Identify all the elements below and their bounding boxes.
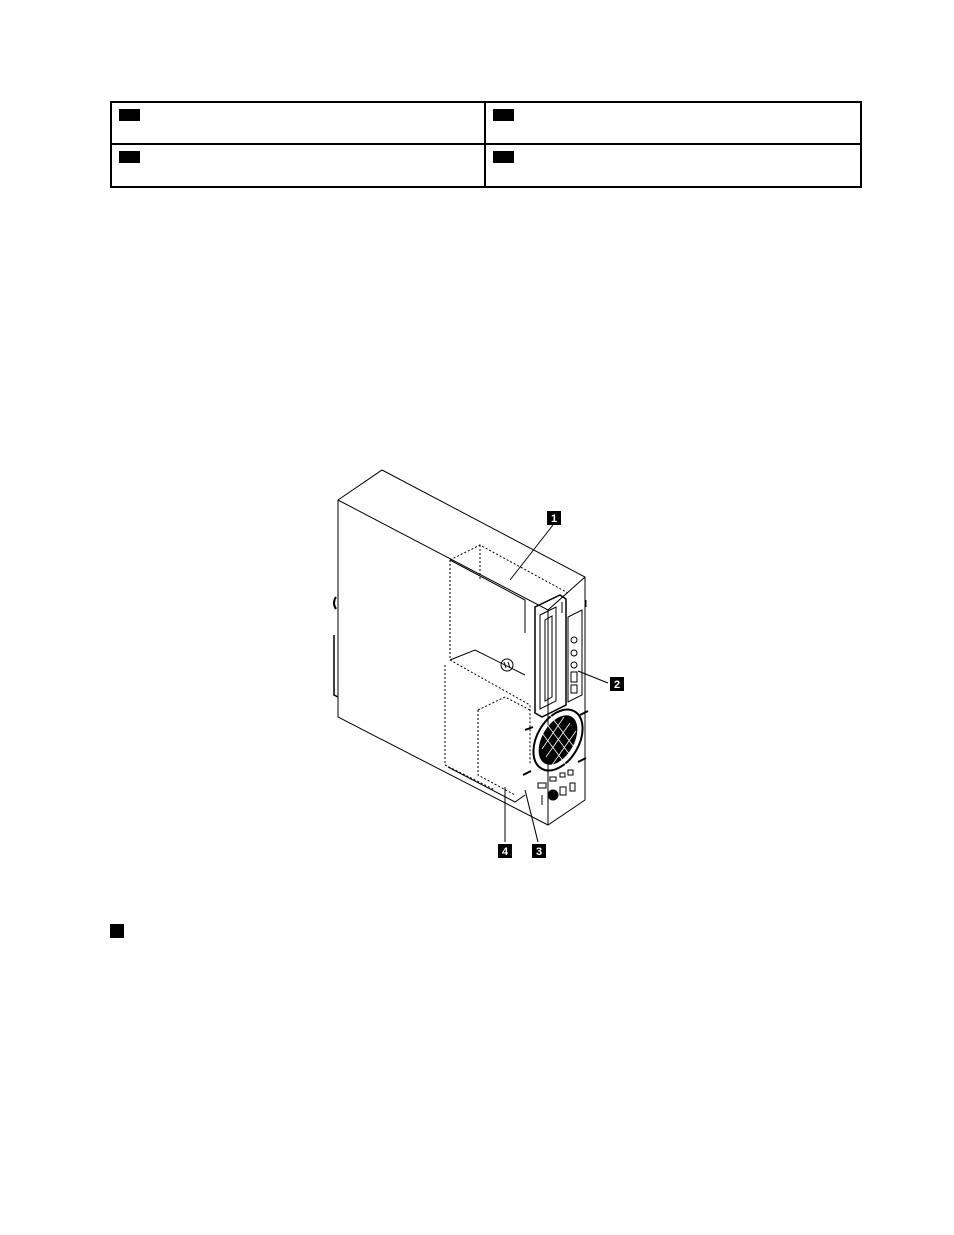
front-bezel xyxy=(535,595,586,717)
table-cell xyxy=(486,103,860,145)
callout-marker xyxy=(493,109,514,121)
table-cell xyxy=(112,145,486,187)
svg-text:4: 4 xyxy=(501,846,509,858)
callout-marker xyxy=(119,151,140,163)
fan-grille xyxy=(523,701,593,779)
callout-table xyxy=(110,101,862,188)
callout-marker-2 xyxy=(610,677,624,691)
table-cell xyxy=(486,145,860,187)
svg-text:3: 3 xyxy=(535,846,543,858)
callout-marker xyxy=(493,151,514,163)
callout-marker-3 xyxy=(532,844,546,858)
callout-marker xyxy=(119,109,140,121)
note-marker xyxy=(110,924,124,938)
computer-chassis-illustration xyxy=(320,465,640,865)
callout-marker-4 xyxy=(498,844,512,858)
drive-tray xyxy=(448,560,525,802)
svg-text:2: 2 xyxy=(613,679,621,691)
callout-marker-1 xyxy=(547,511,561,525)
io-panel xyxy=(538,770,575,805)
table-cell xyxy=(112,103,486,145)
svg-text:1: 1 xyxy=(550,513,558,525)
